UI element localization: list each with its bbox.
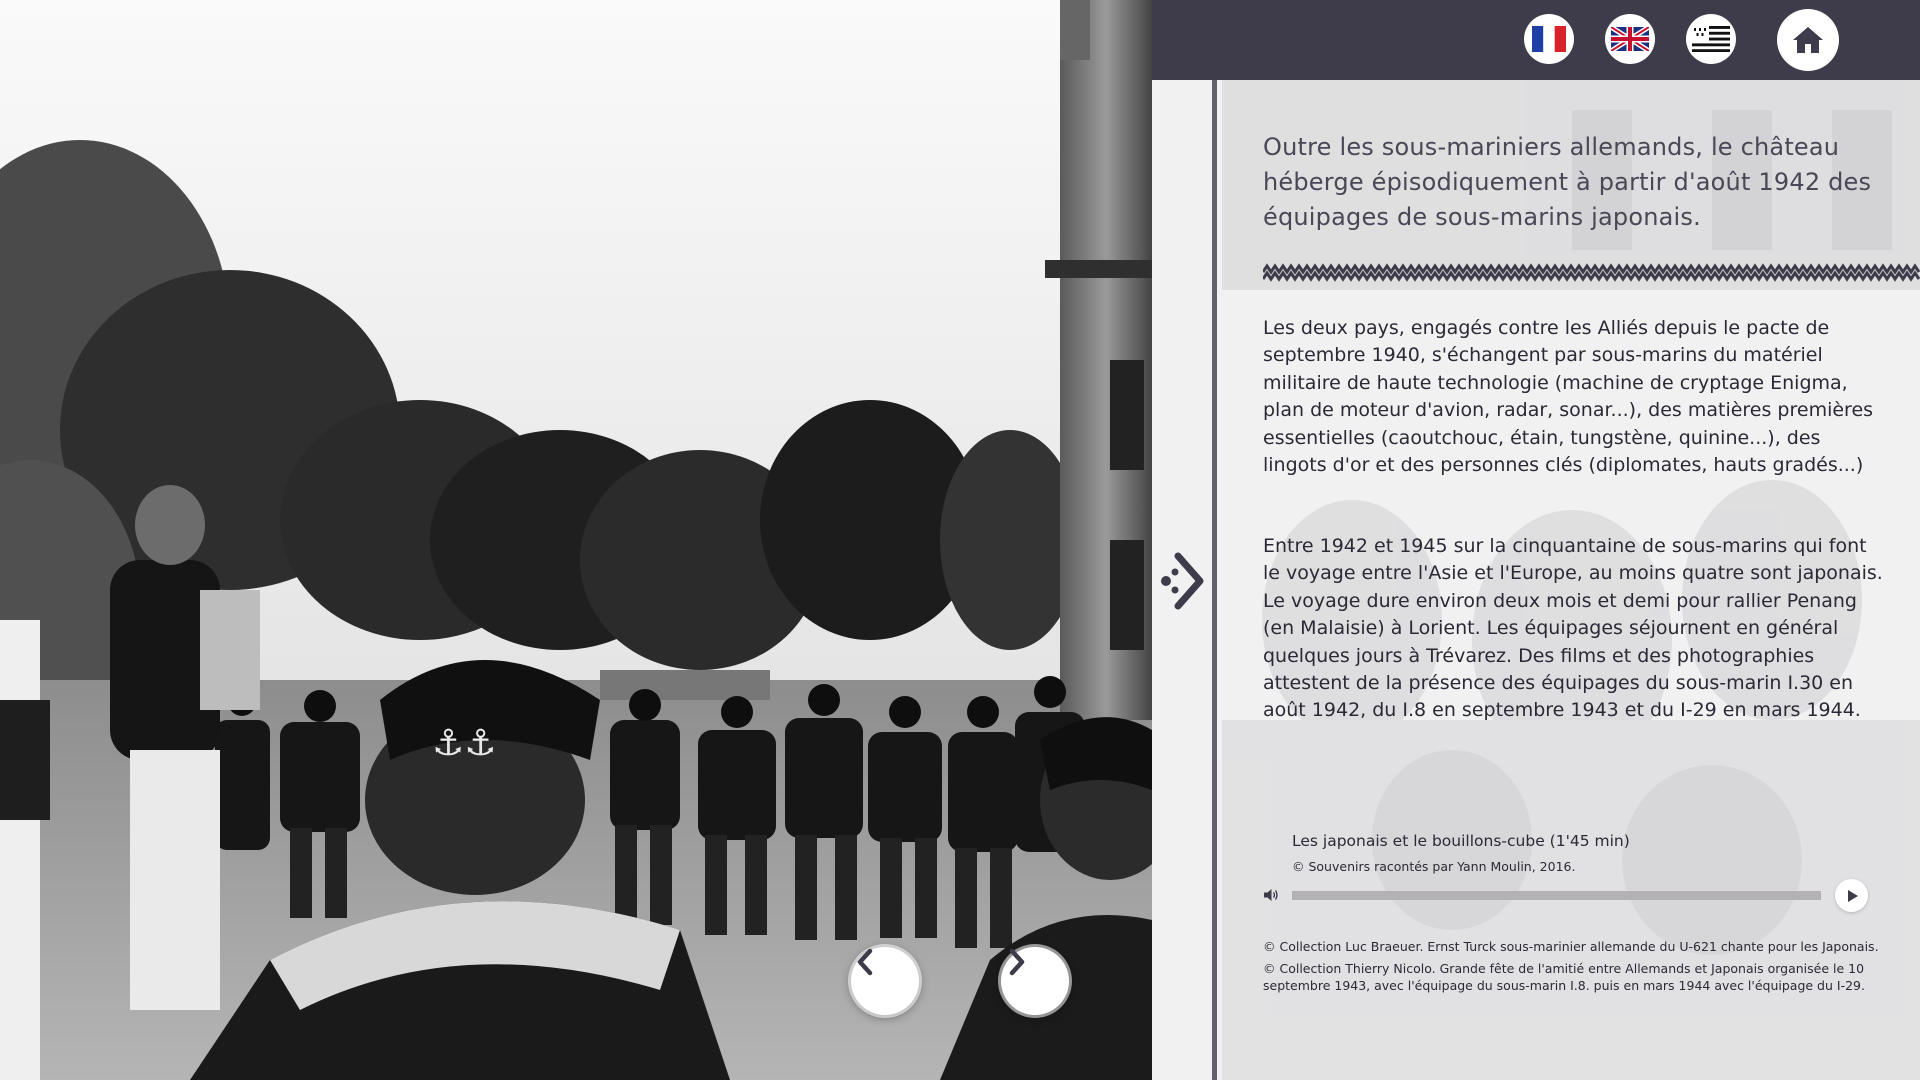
play-icon [1845,889,1859,903]
intro-text: Outre les sous-mariniers allemands, le château héberge épisodiquement à partir d'août 1942 des équipages de sous-marins japonais. [1263,133,1872,231]
paragraph-1: Les deux pays, engagés contre les Alliés depuis le pacte de septembre 1940, s'échangent par sous-marins du matériel militaire de haute technologie (machine de cryptage Enigma, plan de moteur d'avion, radar, sonar...), des matières premières essentielles (caoutchouc, étain, tungstène, quinine...), des lingots d'or et des personnes clés (diplomates, hauts gradés...) [1263,317,1874,477]
language-breton-button[interactable] [1686,14,1736,64]
speaker-icon[interactable] [1263,888,1279,902]
flag-uk-icon [1611,27,1649,51]
credit-line-2: © Collection Thierry Nicolo. Grande fête de l'amitié entre Allemands et Japonais organisée le 10 septembre 1943, avec l'équipage du sous-marin I.8. puis en mars 1944 avec l'équipage du I-29. [1263,960,1865,993]
audio-play-button[interactable] [1835,879,1868,912]
top-bar [1152,0,1920,80]
home-icon [1792,25,1824,55]
paragraph-2: Entre 1942 et 1945 sur la cinquantaine de sous-marins qui font le voyage entre l'Asie et l'Europe, au moins quatre sont japonais. Le voyage dure environ deux mois et demi pour rallier Penang (en Malaisie) à Lorient. Les équipages séjournent en général quelques jours à Trévarez. Des films et des photographies attestent de la présence des équipages du sous-marin I.30 en août 1942, du I.8 en septembre 1943 et du I-29 en mars 1944. [1263,535,1883,722]
audio-title: Les japonais et le bouillons-cube (1'45 min) [1292,832,1630,850]
photo-credits [1263,938,1883,999]
home-button[interactable] [1777,9,1839,71]
decorative-zigzag-divider [1263,263,1920,283]
collapse-panel-button[interactable] [1158,548,1208,614]
previous-photo-button[interactable] [851,947,919,1015]
chevron-left-icon [851,947,881,977]
flag-france-icon [1532,26,1566,52]
language-french-button[interactable] [1524,14,1574,64]
panel-divider [1212,80,1217,1080]
chevron-right-icon [1001,947,1031,977]
arrow-right-icon [1158,548,1208,614]
svg-text:⚓⚓: ⚓⚓ [432,723,497,764]
next-photo-button[interactable] [1001,947,1069,1015]
flag-brittany-icon [1692,26,1730,52]
info-panel [1152,0,1920,1080]
audio-credit: © Souvenirs racontés par Yann Moulin, 2016. [1292,859,1576,874]
language-english-button[interactable] [1605,14,1655,64]
audio-progress-bar[interactable] [1292,891,1821,900]
credit-line-1: © Collection Luc Braeuer. Ernst Turck sous-marinier allemande du U-621 chante pour les Japonais. [1263,939,1879,954]
